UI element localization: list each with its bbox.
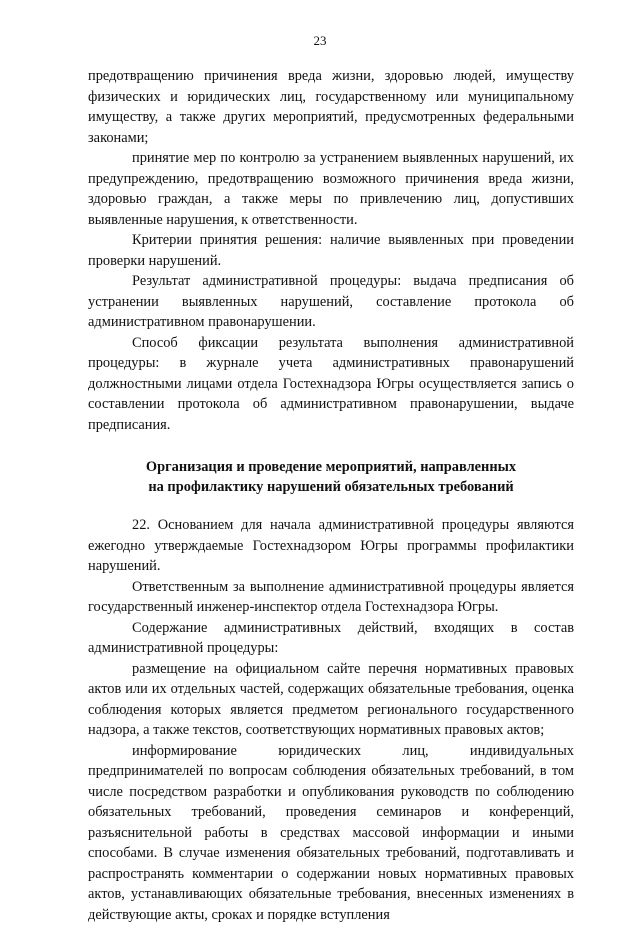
section-before-heading (88, 66, 574, 435)
paragraph: Ответственным за выполнение административной процедуры является государственный инженер-инспектор отдела Гостехнадзора Югры. (88, 577, 574, 618)
section-heading-line: на профилактику нарушений обязательных требований (88, 477, 574, 497)
document-body (88, 66, 574, 925)
paragraph: Критерии принятия решения: наличие выявленных при проведении проверки нарушений. (88, 230, 574, 271)
page-number: 23 (0, 33, 640, 49)
paragraph: предотвращению причинения вреда жизни, здоровью людей, имуществу физических и юридических лиц, государственному или муниципальному имуществу, а также других мероприятий, предусмотренных федеральными законами; (88, 66, 574, 148)
section-heading (88, 457, 574, 497)
paragraph: информирование юридических лиц, индивидуальных предпринимателей по вопросам соблюдения обязательных требований, в том числе посредством разработки и опубликования руководств по соблюдению обязательных требований, проведения семинаров и конференций, разъяснительной работы в средствах массовой информации и иными способами. В случае изменения обязательных требований, подготавливать и распространять комментарии о содержании новых нормативных правовых актов, устанавливающих обязательные требования, внесенных изменениях в действующие акты, сроках и порядке вступления (88, 741, 574, 925)
paragraph: принятие мер по контролю за устранением выявленных нарушений, их предупреждению, предотвращению возможного причинения вреда жизни, здоровью граждан, а также меры по привлечению лиц, допустивших выявленные нарушения, к ответственности. (88, 148, 574, 230)
section-heading-line: Организация и проведение мероприятий, направленных (88, 457, 574, 477)
paragraph: Содержание административных действий, входящих в состав административной процедуры: (88, 618, 574, 659)
paragraph: 22. Основанием для начала административной процедуры являются ежегодно утверждаемые Гостехнадзором Югры программы профилактики нарушений. (88, 515, 574, 577)
section-after-heading (88, 515, 574, 925)
paragraph: размещение на официальном сайте перечня нормативных правовых актов или их отдельных частей, содержащих обязательные требования, оценка соблюдения которых является предметом регионального государственного надзора, а также текстов, соответствующих нормативных правовых актов; (88, 659, 574, 741)
paragraph: Результат административной процедуры: выдача предписания об устранении выявленных нарушений, составление протокола об административном правонарушении. (88, 271, 574, 333)
paragraph: Способ фиксации результата выполнения административной процедуры: в журнале учета административных правонарушений должностными лицами отдела Гостехнадзора Югры осуществляется запись о составлении протокола об административном правонарушении, выдаче предписания. (88, 333, 574, 436)
